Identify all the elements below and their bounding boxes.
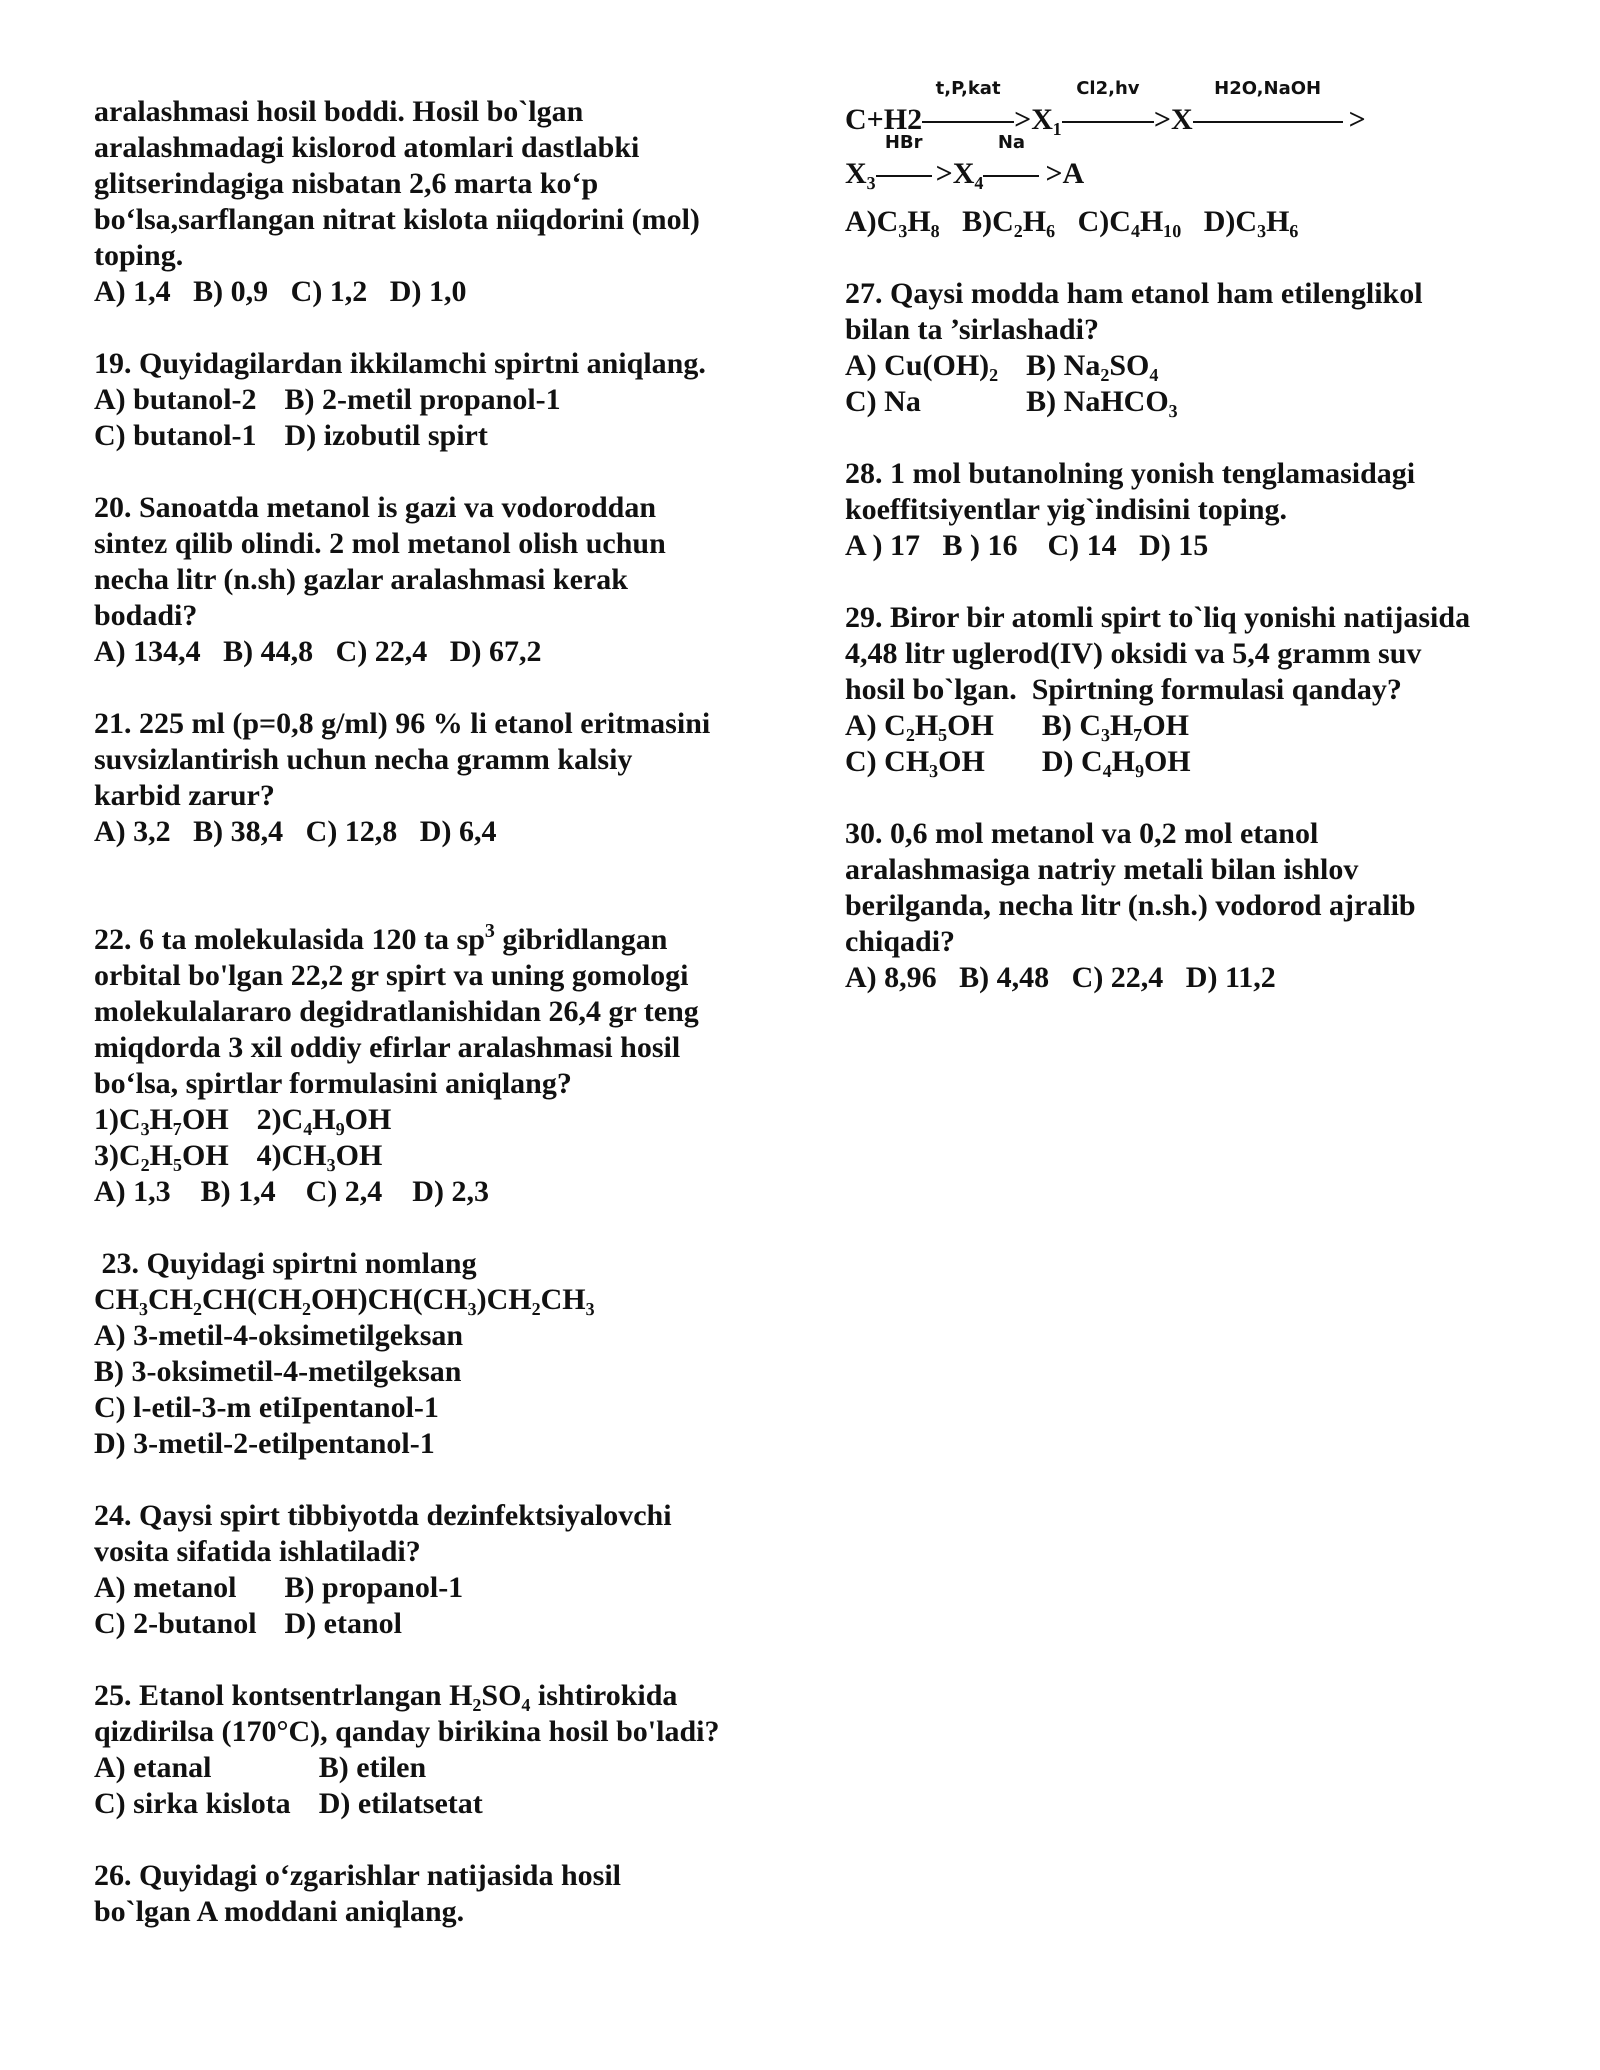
text-fragment: gibridlangan <box>494 923 668 956</box>
question-text-line: bo‘lsa, spirtlar formulasini aniqlang? <box>94 1067 572 1100</box>
answer-d: D) etilatsetat <box>318 1787 483 1820</box>
question-27 <box>845 276 1525 420</box>
answer-grid <box>94 382 774 454</box>
answer-d: D) etanol <box>284 1607 403 1640</box>
answer-c: C) CH₃OH <box>845 745 985 778</box>
question-24 <box>94 1498 774 1642</box>
arrow-line <box>983 175 1039 177</box>
question-text-line: 25. Etanol kontsentrlangan H₂SO₄ ishtirokida <box>94 1679 678 1712</box>
question-text-line: 28. 1 mol butanolning yonish tenglamasidagi <box>845 457 1416 490</box>
question-text-line: aralashmasiga natriy metali bilan ishlov <box>845 853 1359 886</box>
question-text-line: toping. <box>94 239 184 272</box>
reaction-arrow <box>1193 78 1343 138</box>
answer-a: A) Cu(OH)₂ <box>845 349 999 382</box>
answer-a: A) 3-metil-4-oksimetilgeksan <box>94 1319 464 1352</box>
question-23 <box>94 1246 774 1462</box>
answer-grid <box>845 708 1525 780</box>
reaction-scheme <box>845 78 1525 240</box>
answer-a: A) metanol <box>94 1571 237 1604</box>
answer-options: A) 8,96 B) 4,48 C) 22,4 D) 11,2 <box>845 961 1276 994</box>
arrow-line <box>1062 121 1154 123</box>
answer-options: A)C₃H₈ B)C₂H₆ C)C₄H₁₀ D)C₃H₆ <box>845 205 1299 238</box>
question-text-line: bodadi? <box>94 599 198 632</box>
scheme-product: >X₁ <box>1014 103 1062 136</box>
question-text-line: koeffitsiyentlar yig`indisini toping. <box>845 493 1288 526</box>
question-18-continuation <box>94 94 774 310</box>
question-text-line: 4,48 litr uglerod(IV) oksidi va 5,4 gramm suv <box>845 637 1422 670</box>
arrow-line <box>1193 121 1343 123</box>
answer-grid <box>94 1750 774 1822</box>
question-title: 23. Quyidagi spirtni nomlang <box>94 1247 477 1280</box>
arrow-condition: Na <box>997 132 1026 153</box>
arrow-line <box>876 175 932 177</box>
question-text-line: karbid zarur? <box>94 779 275 812</box>
answer-options: A) 1,3 B) 1,4 C) 2,4 D) 2,3 <box>94 1175 489 1208</box>
answer-b: B) 2-metil propanol-1 <box>284 383 561 416</box>
question-text-line: miqdorda 3 xil oddiy efirlar aralashmasi hosil <box>94 1031 681 1064</box>
question-text-line: 24. Qaysi spirt tibbiyotda dezinfektsiyalovchi <box>94 1499 672 1532</box>
question-text-line: bo‘lsa,sarflangan nitrat kislota niiqdorini (mol) <box>94 203 700 236</box>
question-30 <box>845 816 1525 996</box>
answer-c: C) l-etil-3-m etiIpentanol-1 <box>94 1391 439 1424</box>
arrow-line <box>922 121 1014 123</box>
answer-d: D) C₄H₉OH <box>1041 745 1191 778</box>
question-text-line: qizdirilsa (170°C), qanday birikina hosil bo'ladi? <box>94 1715 720 1748</box>
answer-options: A) 1,4 B) 0,9 C) 1,2 D) 1,0 <box>94 275 467 308</box>
question-21 <box>94 706 774 850</box>
answer-b: B) Na₂SO₄ <box>1026 349 1159 382</box>
question-28 <box>845 456 1525 564</box>
question-text-line: glitserindagiga nisbatan 2,6 marta ko‘p <box>94 167 599 200</box>
question-22 <box>94 922 774 1210</box>
question-text-line: necha litr (n.sh) gazlar aralashmasi kerak <box>94 563 628 596</box>
question-19 <box>94 346 774 454</box>
formula-option-3: 3)C₂H₅OH <box>94 1139 229 1172</box>
answer-options: A) 3,2 B) 38,4 C) 12,8 D) 6,4 <box>94 815 497 848</box>
reaction-arrow <box>983 132 1039 192</box>
question-title: 19. Quyidagilardan ikkilamchi spirtni aniqlang. <box>94 347 706 380</box>
question-20 <box>94 490 774 670</box>
formula-option-1: 1)C₃H₇OH <box>94 1103 229 1136</box>
question-text-line: molekulalararo degidratlanishidan 26,4 gr teng <box>94 995 699 1028</box>
reaction-arrow <box>1062 78 1154 138</box>
question-text-line: 26. Quyidagi o‘zgarishlar natijasida hosil <box>94 1859 622 1892</box>
answer-c: C) Na <box>845 385 921 418</box>
scheme-end: >A <box>1045 157 1085 190</box>
arrow-condition: HBr <box>884 132 923 153</box>
answer-b: B) 3-oksimetil-4-metilgeksan <box>94 1355 462 1388</box>
question-text-line: 30. 0,6 mol metanol va 0,2 mol etanol <box>845 817 1319 850</box>
question-25 <box>94 1678 774 1822</box>
formula-options <box>94 1102 774 1174</box>
question-text-line: aralashmasi hosil boddi. Hosil bo`lgan <box>94 95 584 128</box>
question-text-line: suvsizlantirish uchun necha gramm kalsiy <box>94 743 633 776</box>
scheme-line-1 <box>845 78 1525 156</box>
question-29 <box>845 600 1525 780</box>
answer-c: C) butanol-1 <box>94 419 257 452</box>
question-text-line: bo`lgan A moddani aniqlang. <box>94 1895 465 1928</box>
scheme-product: >X <box>1153 103 1193 136</box>
left-column <box>94 94 774 1966</box>
question-text-line: berilganda, necha litr (n.sh.) vodorod ajralib <box>845 889 1416 922</box>
answer-a: A) etanal <box>94 1751 212 1784</box>
answer-options: A) 134,4 B) 44,8 C) 22,4 D) 67,2 <box>94 635 542 668</box>
scheme-line-2 <box>845 132 1525 204</box>
answer-a: A) C₂H₅OH <box>845 709 994 742</box>
text-fragment: 22. 6 ta molekulasida 120 ta sp <box>94 923 485 956</box>
question-text-line: sintez qilib olindi. 2 mol metanol olish uchun <box>94 527 666 560</box>
structural-formula: CH₃CH₂CH(CH₂OH)CH(CH₃)CH₂CH₃ <box>94 1283 595 1316</box>
question-text-line: 29. Biror bir atomli spirt to`liq yonishi natijasida <box>845 601 1471 634</box>
right-column <box>845 78 1525 1032</box>
arrow-condition: Cl2,hv <box>1076 78 1140 99</box>
answer-c: C) 2-butanol <box>94 1607 257 1640</box>
reaction-arrow <box>876 132 932 192</box>
question-26 <box>94 1858 774 1930</box>
scheme-product: X₃ <box>845 157 876 190</box>
answer-grid <box>845 348 1525 420</box>
superscript: 3 <box>484 920 495 942</box>
question-text-line: vosita sifatida ishlatiladi? <box>94 1535 421 1568</box>
scheme-product: >X₄ <box>935 157 984 190</box>
question-text-line: 21. 225 ml (p=0,8 g/ml) 96 % li etanol eritmasini <box>94 707 711 740</box>
formula-option-2: 2)C₄H₉OH <box>256 1103 392 1136</box>
answer-a: A) butanol-2 <box>94 383 257 416</box>
scheme-start: C+H2 <box>845 103 923 136</box>
answer-c: C) sirka kislota <box>94 1787 291 1820</box>
question-text-line: aralashmadagi kislorod atomlari dastlabki <box>94 131 640 164</box>
question-text-line: orbital bo'lgan 22,2 gr spirt va uning gomologi <box>94 959 689 992</box>
answer-d: B) NaHCO₃ <box>1026 385 1178 418</box>
answer-d: D) izobutil spirt <box>284 419 488 452</box>
question-text-line: hosil bo`lgan. Spirtning formulasi qanday? <box>845 673 1402 706</box>
answer-b: B) propanol-1 <box>284 1571 464 1604</box>
question-text-line: 20. Sanoatda metanol is gazi va vodoroddan <box>94 491 657 524</box>
answer-b: B) etilen <box>318 1751 427 1784</box>
answer-d: D) 3-metil-2-etilpentanol-1 <box>94 1427 435 1460</box>
scheme-end: > <box>1348 103 1366 136</box>
question-text-line: bilan ta ’sirlashadi? <box>845 313 1099 346</box>
formula-option-4: 4)CH₃OH <box>256 1139 383 1172</box>
question-text-line: chiqadi? <box>845 925 956 958</box>
question-text-line: 27. Qaysi modda ham etanol ham etilenglikol <box>845 277 1423 310</box>
answer-options: A ) 17 B ) 16 C) 14 D) 15 <box>845 529 1209 562</box>
arrow-condition: H2O,NaOH <box>1214 78 1322 99</box>
answer-b: B) C₃H₇OH <box>1041 709 1189 742</box>
arrow-condition: t,P,kat <box>935 78 1001 99</box>
answer-grid <box>94 1570 774 1642</box>
question-text-line <box>94 922 774 958</box>
